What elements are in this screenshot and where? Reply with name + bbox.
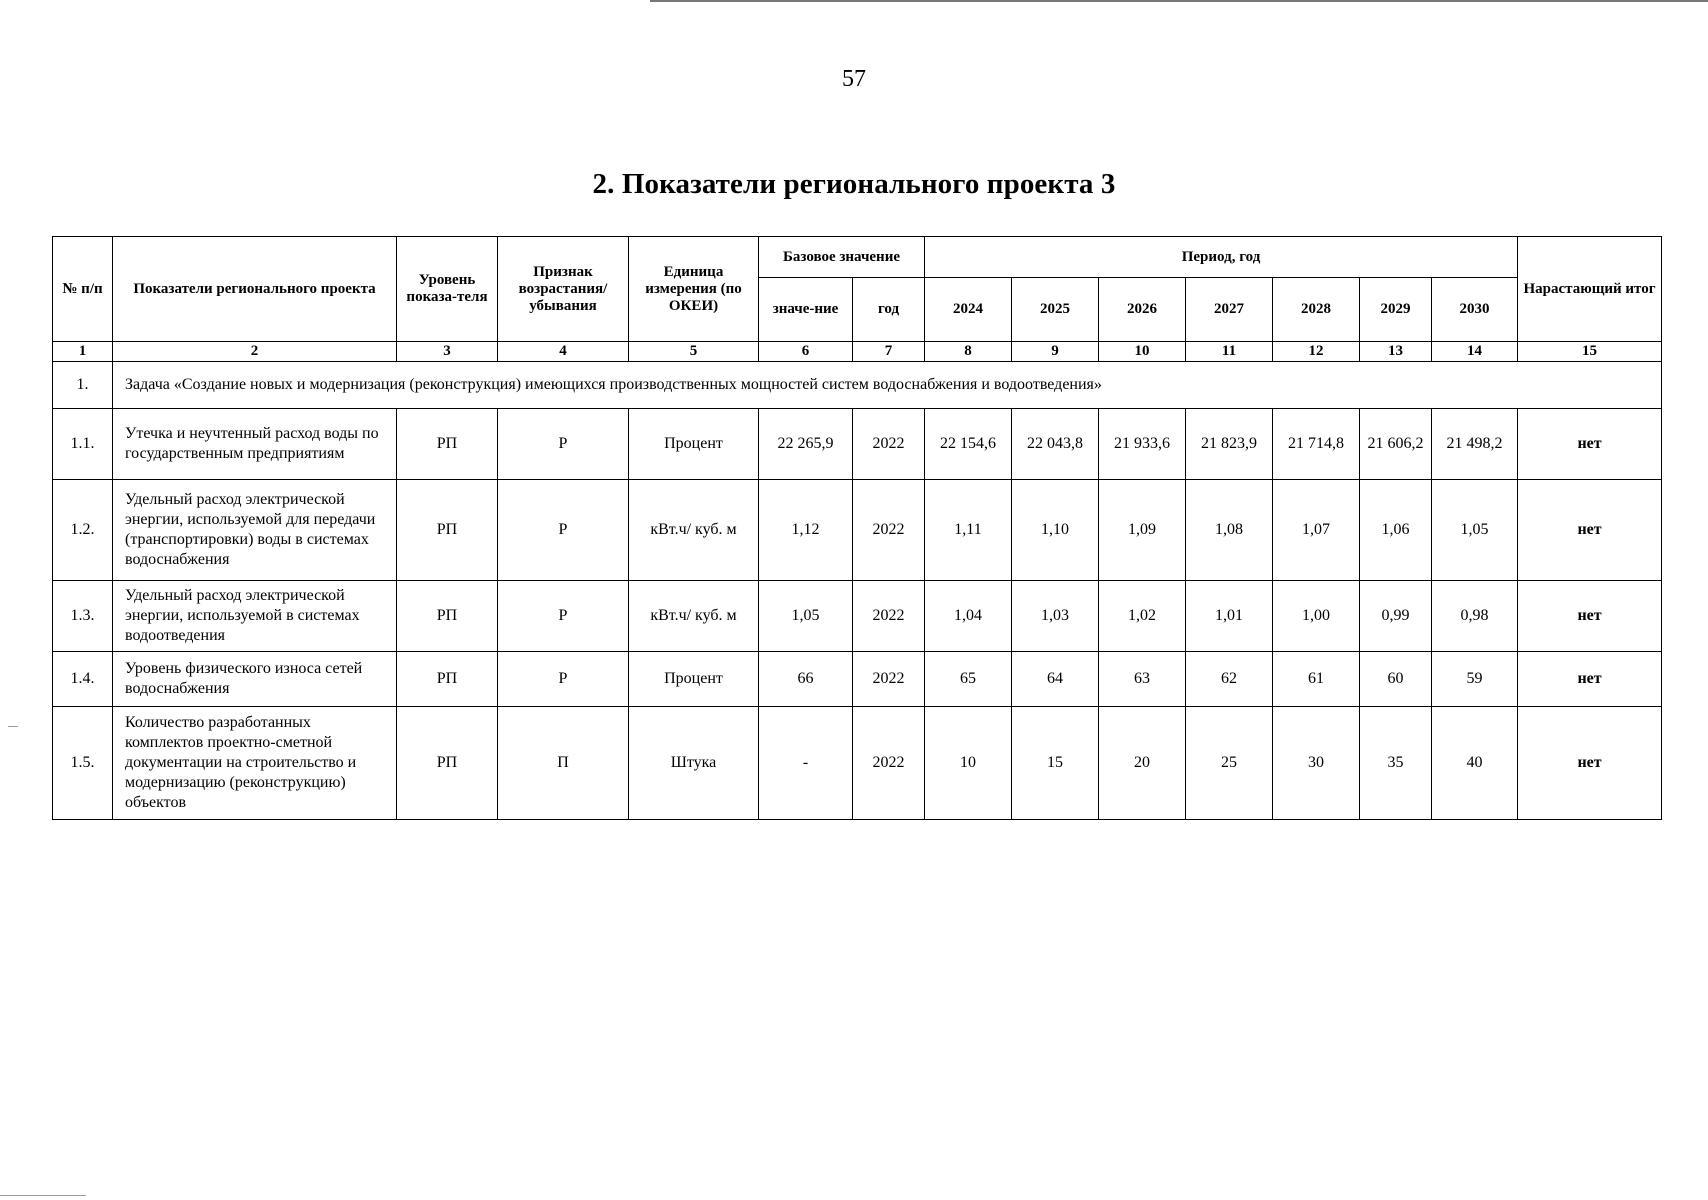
- row-base-year: 2022: [853, 707, 925, 820]
- page-number: 57: [842, 66, 866, 92]
- row-value-2024: 65: [925, 652, 1012, 707]
- column-number: 10: [1099, 342, 1186, 362]
- row-num: 1.1.: [53, 409, 113, 480]
- column-number-row: [53, 342, 1662, 362]
- column-number: 12: [1273, 342, 1360, 362]
- header-name: [113, 237, 397, 342]
- row-indicator-name: Количество разработанных комплектов проектно-сметной документации на строительство и модернизацию (реконструкцию) объектов: [113, 707, 397, 820]
- row-cumulative: нет: [1518, 581, 1662, 652]
- row-base-value: 1,05: [759, 581, 853, 652]
- task-text: Задача «Создание новых и модернизация (реконструкция) имеющихся производственных мощностей систем водоснабжения и водоотведения»: [113, 362, 1662, 409]
- row-indicator-name: Удельный расход электрической энергии, используемой в системах водоотведения: [113, 581, 397, 652]
- row-unit: Штука: [629, 707, 759, 820]
- row-value-2027: 1,08: [1186, 480, 1273, 581]
- top-rule: [650, 0, 1708, 2]
- row-value-2025: 22 043,8: [1012, 409, 1099, 480]
- row-num: 1.2.: [53, 480, 113, 581]
- bottom-rule: [0, 1195, 86, 1196]
- column-number: 8: [925, 342, 1012, 362]
- row-value-2029: 21 606,2: [1360, 409, 1432, 480]
- row-sign: Р: [498, 480, 629, 581]
- header-num: [53, 237, 113, 342]
- column-number: 3: [397, 342, 498, 362]
- row-num: 1.3.: [53, 581, 113, 652]
- row-level: РП: [397, 652, 498, 707]
- row-value-2029: 0,99: [1360, 581, 1432, 652]
- row-base-year: 2022: [853, 409, 925, 480]
- row-value-2027: 62: [1186, 652, 1273, 707]
- indicators-table: [52, 236, 1662, 820]
- row-indicator-name: Удельный расход электрической энергии, используемой для передачи (транспортировки) воды в системах водоснабжения: [113, 480, 397, 581]
- header-year: 2026: [1099, 278, 1186, 342]
- header-base-year: [853, 278, 925, 342]
- column-number: 5: [629, 342, 759, 362]
- column-number: 15: [1518, 342, 1662, 362]
- header-cumulative-text: Нарастающий итог: [1523, 280, 1656, 297]
- row-unit: кВт.ч/ куб. м: [629, 480, 759, 581]
- row-level: РП: [397, 581, 498, 652]
- row-num: 1.5.: [53, 707, 113, 820]
- row-value-2026: 63: [1099, 652, 1186, 707]
- row-unit: кВт.ч/ куб. м: [629, 581, 759, 652]
- header-num-text: № п/п: [62, 280, 103, 297]
- row-base-year: 2022: [853, 480, 925, 581]
- column-number: 7: [853, 342, 925, 362]
- row-base-year: 2022: [853, 581, 925, 652]
- row-base-value: 66: [759, 652, 853, 707]
- margin-tick: [8, 726, 18, 727]
- header-unit: [629, 237, 759, 342]
- header-sign-text: Признак возрастания/ убывания: [518, 263, 608, 314]
- task-row: [53, 362, 1662, 409]
- header-level-text: Уровень показа-теля: [406, 272, 488, 305]
- row-base-value: -: [759, 707, 853, 820]
- table-row: [53, 480, 1662, 581]
- header-year: 2029: [1360, 278, 1432, 342]
- row-value-2025: 1,10: [1012, 480, 1099, 581]
- row-value-2024: 10: [925, 707, 1012, 820]
- row-cumulative: нет: [1518, 409, 1662, 480]
- header-base-value-text: значе-ние: [772, 301, 839, 317]
- row-unit: Процент: [629, 652, 759, 707]
- header-base-text: Базовое значение: [782, 248, 901, 265]
- header-cumulative: [1518, 237, 1662, 342]
- row-indicator-name: Утечка и неучтенный расход воды по государственным предприятиям: [113, 409, 397, 480]
- header-base-value: [759, 278, 853, 342]
- row-value-2024: 1,04: [925, 581, 1012, 652]
- row-value-2025: 1,03: [1012, 581, 1099, 652]
- column-number: 13: [1360, 342, 1432, 362]
- row-value-2029: 1,06: [1360, 480, 1432, 581]
- header-year: 2030: [1432, 278, 1518, 342]
- row-value-2028: 61: [1273, 652, 1360, 707]
- row-value-2030: 59: [1432, 652, 1518, 707]
- row-value-2027: 21 823,9: [1186, 409, 1273, 480]
- header-year: 2028: [1273, 278, 1360, 342]
- task-num: 1.: [53, 362, 113, 409]
- header-year: 2024: [925, 278, 1012, 342]
- row-cumulative: нет: [1518, 480, 1662, 581]
- row-value-2029: 35: [1360, 707, 1432, 820]
- header-year: 2025: [1012, 278, 1099, 342]
- table-row: [53, 581, 1662, 652]
- row-level: РП: [397, 409, 498, 480]
- row-value-2029: 60: [1360, 652, 1432, 707]
- row-value-2028: 21 714,8: [1273, 409, 1360, 480]
- row-value-2030: 1,05: [1432, 480, 1518, 581]
- row-value-2027: 25: [1186, 707, 1273, 820]
- table-row: [53, 652, 1662, 707]
- row-value-2028: 1,07: [1273, 480, 1360, 581]
- header-sign: [498, 237, 629, 342]
- column-number: 4: [498, 342, 629, 362]
- row-value-2030: 40: [1432, 707, 1518, 820]
- row-base-value: 22 265,9: [759, 409, 853, 480]
- row-value-2024: 22 154,6: [925, 409, 1012, 480]
- row-value-2025: 64: [1012, 652, 1099, 707]
- column-number: 9: [1012, 342, 1099, 362]
- row-level: РП: [397, 707, 498, 820]
- table-row: [53, 409, 1662, 480]
- row-value-2026: 1,09: [1099, 480, 1186, 581]
- row-cumulative: нет: [1518, 652, 1662, 707]
- row-value-2026: 1,02: [1099, 581, 1186, 652]
- header-name-text: Показатели регионального проекта: [133, 280, 376, 297]
- row-value-2028: 30: [1273, 707, 1360, 820]
- header-period-text: Период, год: [1181, 248, 1261, 265]
- row-indicator-name: Уровень физического износа сетей водоснабжения: [113, 652, 397, 707]
- row-base-value: 1,12: [759, 480, 853, 581]
- row-sign: Р: [498, 652, 629, 707]
- header-level: [397, 237, 498, 342]
- row-value-2024: 1,11: [925, 480, 1012, 581]
- row-value-2025: 15: [1012, 707, 1099, 820]
- column-number: 11: [1186, 342, 1273, 362]
- row-value-2028: 1,00: [1273, 581, 1360, 652]
- row-value-2030: 0,98: [1432, 581, 1518, 652]
- row-base-year: 2022: [853, 652, 925, 707]
- page-title: 2. Показатели регионального проекта 3: [592, 168, 1116, 200]
- row-sign: П: [498, 707, 629, 820]
- column-number: 14: [1432, 342, 1518, 362]
- row-value-2026: 21 933,6: [1099, 409, 1186, 480]
- row-value-2027: 1,01: [1186, 581, 1273, 652]
- header-base: [759, 237, 925, 278]
- row-unit: Процент: [629, 409, 759, 480]
- row-value-2030: 21 498,2: [1432, 409, 1518, 480]
- row-num: 1.4.: [53, 652, 113, 707]
- row-value-2026: 20: [1099, 707, 1186, 820]
- header-period: [925, 237, 1518, 278]
- table-row: [53, 707, 1662, 820]
- column-number: 6: [759, 342, 853, 362]
- header-year: 2027: [1186, 278, 1273, 342]
- row-cumulative: нет: [1518, 707, 1662, 820]
- header-unit-text: Единица измерения (по ОКЕИ): [645, 263, 742, 314]
- column-number: 2: [113, 342, 397, 362]
- row-sign: Р: [498, 409, 629, 480]
- row-level: РП: [397, 480, 498, 581]
- row-sign: Р: [498, 581, 629, 652]
- column-number: 1: [53, 342, 113, 362]
- header-base-year-text: год: [877, 301, 900, 317]
